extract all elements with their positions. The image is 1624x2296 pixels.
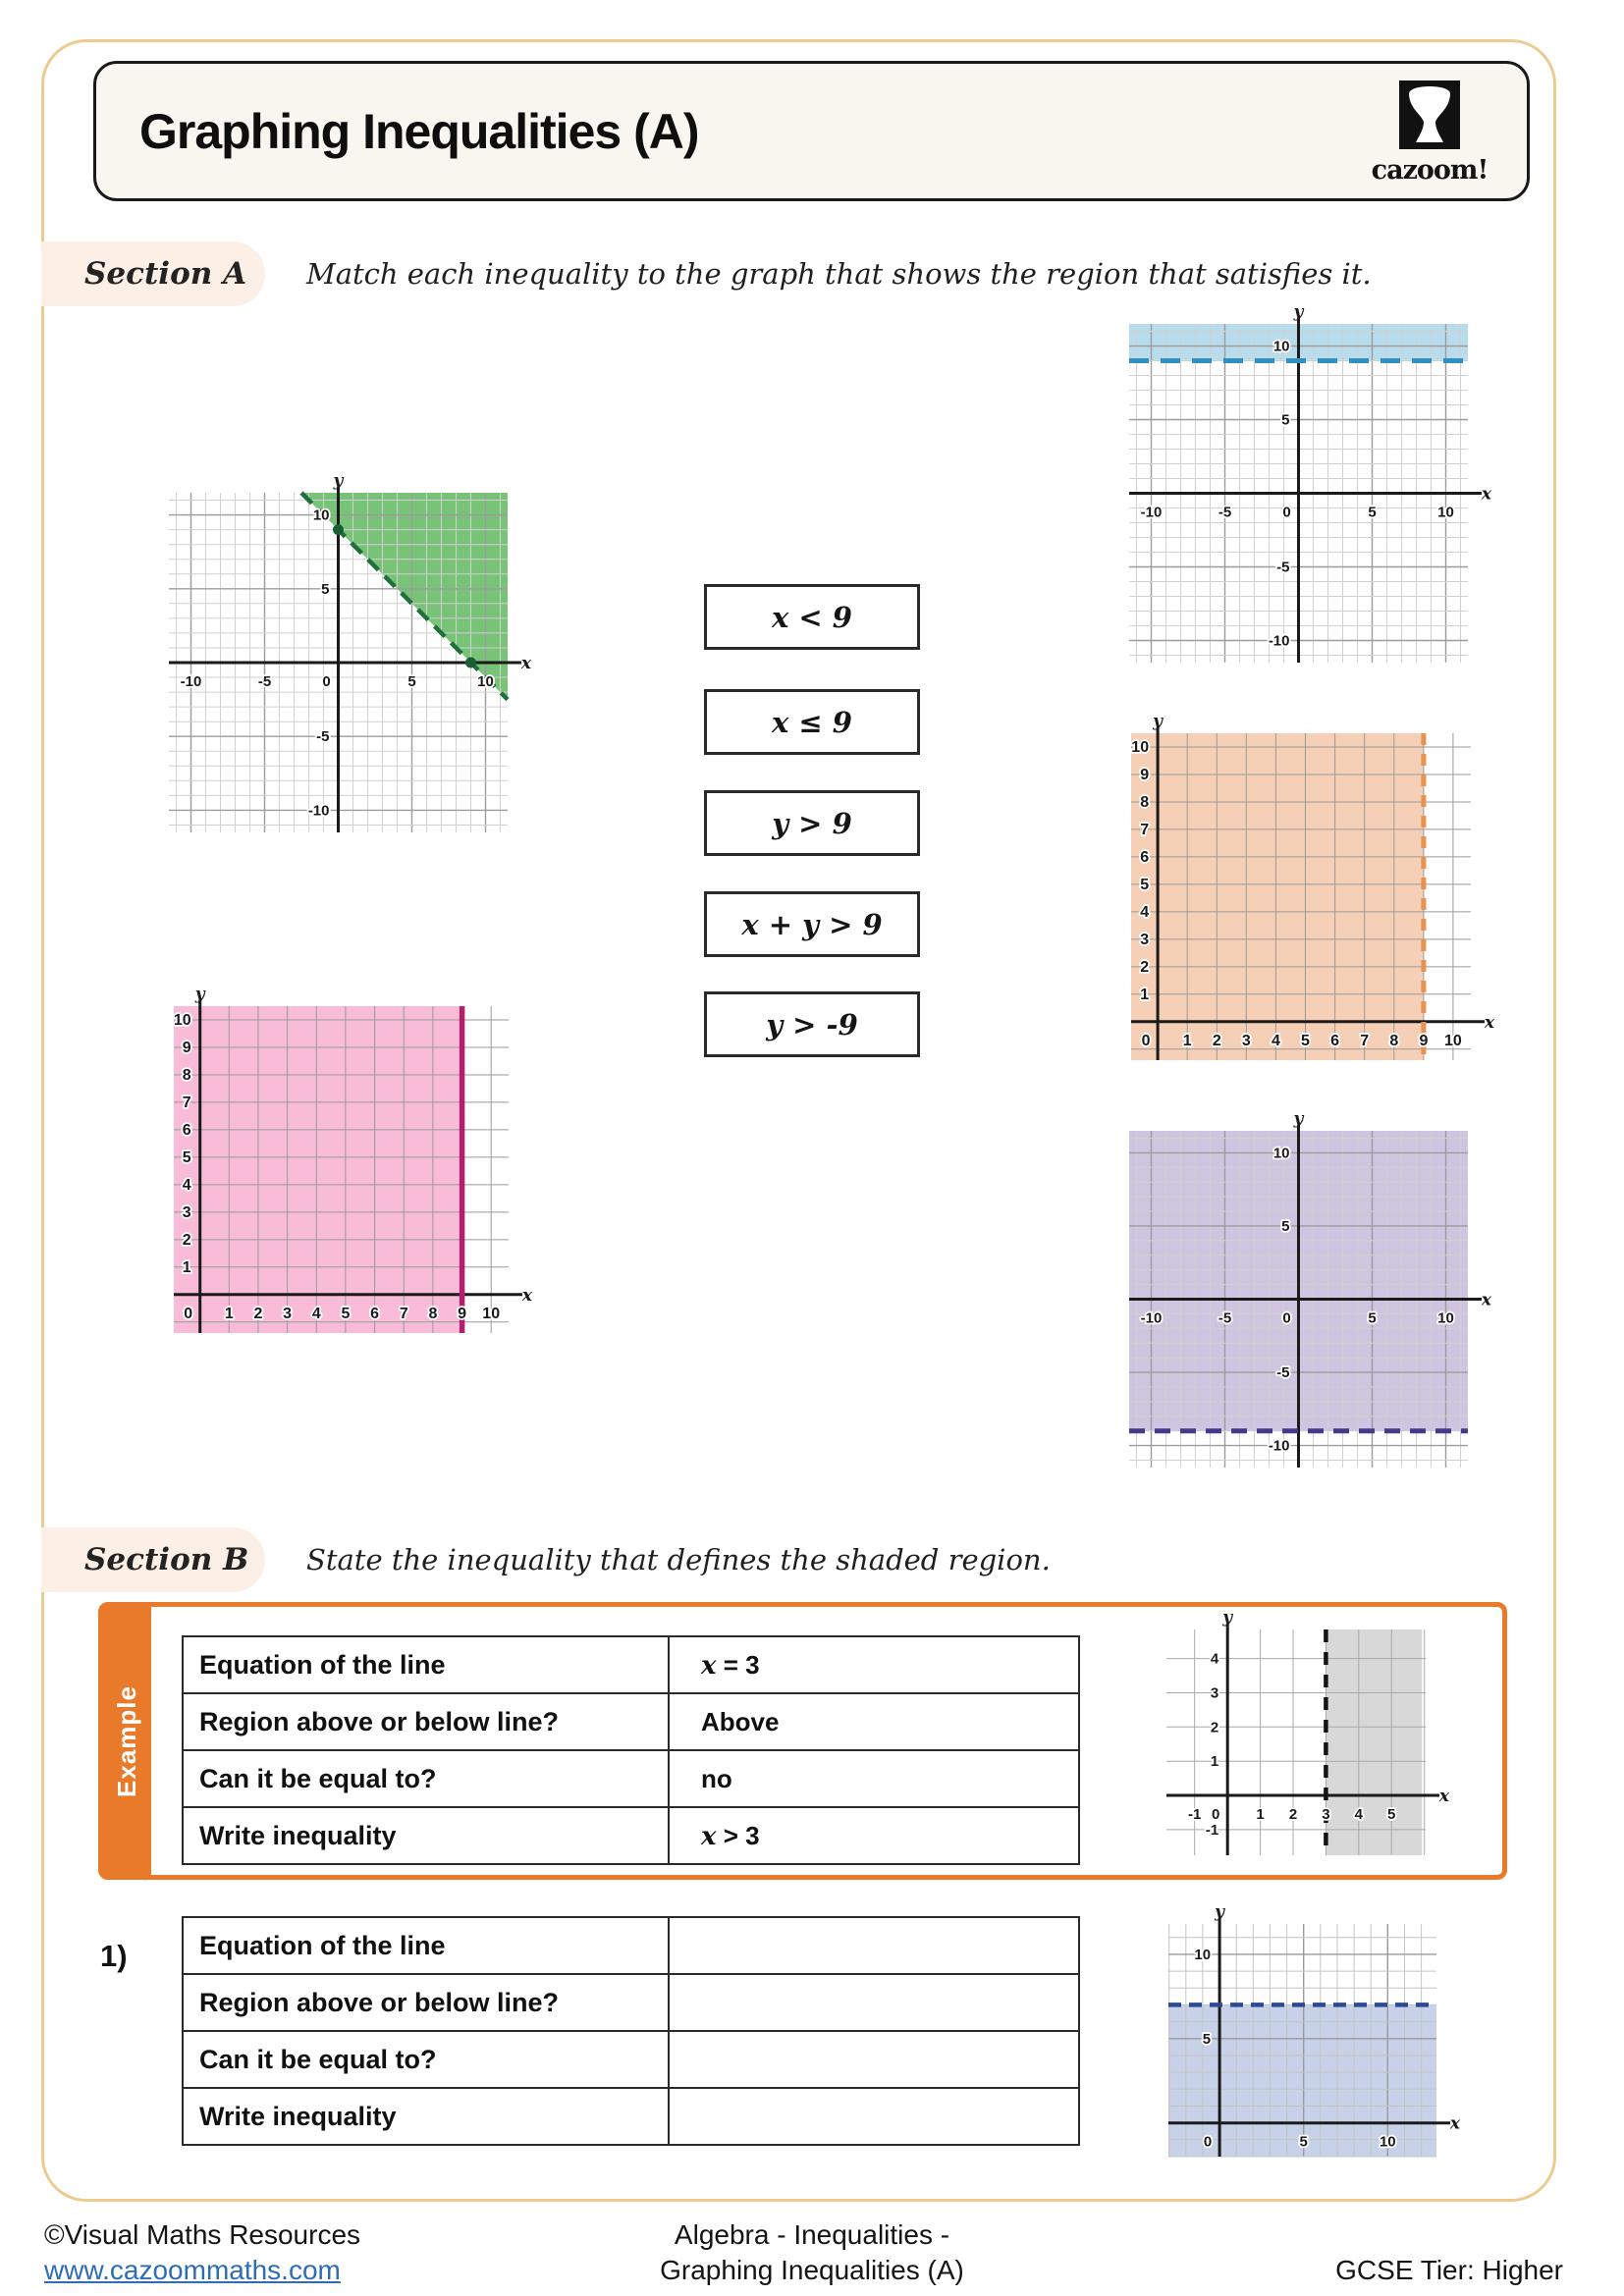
svg-text:0: 0 xyxy=(1212,1806,1220,1823)
table-row xyxy=(183,2088,1079,2145)
svg-text:x: x xyxy=(1481,484,1491,505)
svg-text:10: 10 xyxy=(173,1012,191,1029)
answer-cell-equal[interactable] xyxy=(669,2031,1079,2088)
table-row xyxy=(183,1917,1079,1974)
svg-text:5: 5 xyxy=(1281,1217,1290,1235)
svg-text:10: 10 xyxy=(1437,504,1454,521)
svg-text:2: 2 xyxy=(253,1305,263,1322)
answer-cell-inequality[interactable] xyxy=(669,2088,1079,2145)
svg-text:5: 5 xyxy=(182,1148,191,1166)
svg-text:y: y xyxy=(1215,1902,1225,1922)
row-label: Equation of the line xyxy=(199,1930,446,1960)
svg-text:10: 10 xyxy=(477,673,494,690)
page-title: Graphing Inequalities (A) xyxy=(139,103,699,159)
footer-website-link[interactable]: www.cazoommaths.com xyxy=(44,2255,341,2285)
svg-text:9: 9 xyxy=(182,1040,191,1056)
svg-text:7: 7 xyxy=(399,1305,408,1322)
svg-text:3: 3 xyxy=(1140,931,1150,948)
svg-text:6: 6 xyxy=(1330,1032,1340,1049)
svg-text:-1: -1 xyxy=(1205,1821,1219,1839)
table-row xyxy=(183,1693,1079,1750)
graph-region-x-plus-y-gt-9[interactable] xyxy=(169,473,533,832)
row-label: Write inequality xyxy=(199,2101,397,2131)
table-row xyxy=(183,1750,1079,1807)
svg-text:4: 4 xyxy=(182,1176,191,1194)
svg-text:1: 1 xyxy=(1256,1806,1265,1823)
svg-text:2: 2 xyxy=(1212,1032,1221,1049)
svg-text:6: 6 xyxy=(370,1305,380,1322)
table-row xyxy=(183,1974,1079,2031)
svg-text:y: y xyxy=(194,985,205,1004)
graph-region-x-lt-9[interactable] xyxy=(1131,714,1496,1060)
svg-text:-5: -5 xyxy=(1276,1364,1290,1382)
svg-text:3: 3 xyxy=(1322,1806,1330,1823)
section-a-instruction: Match each inequality to the graph that shows the region that satisfies it. xyxy=(306,257,1372,291)
svg-text:y: y xyxy=(1293,1109,1304,1129)
svg-text:-5: -5 xyxy=(316,728,330,746)
svg-text:1: 1 xyxy=(182,1258,191,1276)
svg-text:5: 5 xyxy=(1301,1032,1310,1049)
inequality-card-x-le-9[interactable]: x ≤ 9 xyxy=(704,689,920,755)
question-1-number: 1) xyxy=(100,1939,128,1973)
svg-text:4: 4 xyxy=(1271,1032,1280,1049)
svg-text:-5: -5 xyxy=(1218,504,1232,521)
graph-region-y-gt-neg9[interactable] xyxy=(1129,1111,1493,1468)
svg-text:0: 0 xyxy=(184,1305,193,1322)
svg-text:y: y xyxy=(1222,1608,1233,1628)
svg-text:5: 5 xyxy=(1368,1309,1377,1327)
inequality-card-y-gt-9[interactable]: y > 9 xyxy=(704,790,920,856)
svg-text:-10: -10 xyxy=(307,802,330,820)
svg-text:x: x xyxy=(1449,2113,1460,2134)
svg-text:x: x xyxy=(1484,1012,1494,1033)
svg-text:9: 9 xyxy=(1140,767,1150,783)
svg-text:9: 9 xyxy=(1419,1032,1429,1049)
graph-region-x-le-9[interactable] xyxy=(174,987,534,1333)
question-1-graph xyxy=(1168,1904,1462,2157)
svg-text:5: 5 xyxy=(1202,2030,1212,2048)
svg-text:-1: -1 xyxy=(1188,1806,1202,1823)
svg-text:6: 6 xyxy=(1140,848,1150,866)
svg-text:x: x xyxy=(521,1285,532,1306)
footer-copyright: ©Visual Maths Resources xyxy=(44,2219,361,2250)
svg-text:-10: -10 xyxy=(1140,504,1163,521)
example-tab: Example xyxy=(102,1606,151,1876)
svg-text:5: 5 xyxy=(1281,411,1290,429)
svg-text:9: 9 xyxy=(458,1305,467,1322)
row-label: Equation of the line xyxy=(199,1649,446,1680)
svg-text:-10: -10 xyxy=(1268,1437,1290,1455)
svg-text:x: x xyxy=(520,654,531,673)
svg-text:5: 5 xyxy=(321,580,330,598)
row-label: Can it be equal to? xyxy=(199,2044,437,2074)
svg-text:0: 0 xyxy=(322,673,331,690)
row-label: Write inequality xyxy=(199,1820,397,1850)
section-a-label: Section A xyxy=(41,241,265,306)
svg-text:7: 7 xyxy=(1360,1032,1370,1049)
svg-text:5: 5 xyxy=(1387,1806,1396,1823)
svg-text:3: 3 xyxy=(1241,1032,1251,1049)
svg-text:5: 5 xyxy=(1299,2133,1308,2151)
svg-text:1: 1 xyxy=(224,1305,234,1322)
svg-text:-10: -10 xyxy=(180,673,202,690)
example-graph xyxy=(1166,1610,1451,1855)
svg-text:10: 10 xyxy=(1437,1309,1454,1327)
header xyxy=(93,61,1530,201)
svg-text:2: 2 xyxy=(182,1231,191,1249)
svg-text:-5: -5 xyxy=(1218,1309,1232,1327)
graph-region-y-gt-9[interactable] xyxy=(1129,304,1493,663)
svg-text:5: 5 xyxy=(1140,876,1150,893)
row-label: Region above or below line? xyxy=(199,1706,560,1736)
svg-text:10: 10 xyxy=(312,507,330,524)
svg-text:5: 5 xyxy=(341,1305,351,1322)
svg-text:4: 4 xyxy=(1140,903,1150,921)
table-row xyxy=(183,2031,1079,2088)
svg-text:-10: -10 xyxy=(1140,1309,1163,1327)
svg-text:6: 6 xyxy=(182,1121,191,1139)
svg-text:1: 1 xyxy=(1210,1753,1219,1771)
svg-text:3: 3 xyxy=(283,1305,293,1322)
svg-text:10: 10 xyxy=(482,1305,501,1322)
svg-text:10: 10 xyxy=(1379,2133,1396,2151)
svg-text:4: 4 xyxy=(1210,1650,1219,1668)
svg-text:5: 5 xyxy=(407,673,416,690)
example-value-equation: x = 3 xyxy=(701,1649,760,1681)
svg-text:2: 2 xyxy=(1210,1719,1219,1736)
example-value-region: Above xyxy=(701,1706,780,1736)
example-value-inequality: x > 3 xyxy=(701,1820,760,1851)
svg-text:5: 5 xyxy=(1368,504,1377,521)
svg-text:0: 0 xyxy=(1203,2133,1213,2151)
svg-text:4: 4 xyxy=(311,1305,321,1322)
footer-topic-line1: Algebra - Inequalities - xyxy=(674,2219,950,2250)
svg-text:-10: -10 xyxy=(1268,632,1290,650)
svg-text:y: y xyxy=(1153,712,1164,731)
table-row xyxy=(183,1807,1079,1864)
svg-text:y: y xyxy=(1293,302,1304,322)
svg-text:-5: -5 xyxy=(257,673,272,690)
example-table xyxy=(182,1635,1080,1865)
svg-text:8: 8 xyxy=(428,1305,438,1322)
svg-text:-5: -5 xyxy=(1276,559,1290,576)
cazoom-logo xyxy=(1366,80,1493,186)
svg-text:2: 2 xyxy=(1140,958,1150,976)
svg-text:8: 8 xyxy=(182,1067,191,1084)
svg-text:8: 8 xyxy=(1140,794,1150,811)
svg-text:0: 0 xyxy=(1282,1309,1291,1327)
svg-text:4: 4 xyxy=(1354,1806,1363,1823)
svg-text:2: 2 xyxy=(1288,1806,1298,1823)
svg-text:7: 7 xyxy=(1140,821,1150,838)
svg-text:x: x xyxy=(1481,1290,1491,1310)
svg-text:10: 10 xyxy=(1444,1032,1462,1049)
svg-text:8: 8 xyxy=(1389,1032,1399,1049)
svg-text:3: 3 xyxy=(1210,1684,1219,1702)
section-b-label: Section B xyxy=(41,1527,265,1592)
row-label: Region above or below line? xyxy=(199,1987,560,2017)
svg-text:10: 10 xyxy=(1272,338,1290,355)
answer-cell-equation[interactable] xyxy=(669,1917,1079,1974)
svg-text:y: y xyxy=(333,471,344,491)
svg-text:7: 7 xyxy=(182,1094,191,1111)
svg-text:10: 10 xyxy=(1272,1145,1290,1162)
drum-icon xyxy=(1399,80,1460,154)
row-label: Can it be equal to? xyxy=(199,1763,437,1793)
inequality-card-x-lt-9[interactable]: x < 9 xyxy=(704,584,920,650)
footer-tier: GCSE Tier: Higher xyxy=(1335,2255,1563,2285)
example-value-equal: no xyxy=(701,1763,732,1793)
svg-text:10: 10 xyxy=(1194,1946,1212,1963)
answer-cell-region[interactable] xyxy=(669,1974,1079,2031)
inequality-card-x-plus-y-gt-9[interactable]: x + y > 9 xyxy=(704,891,920,957)
svg-text:0: 0 xyxy=(1282,504,1291,521)
svg-text:1: 1 xyxy=(1182,1032,1192,1049)
question-1-table xyxy=(182,1916,1080,2146)
table-row xyxy=(183,1636,1079,1693)
footer-topic-line2: Graphing Inequalities (A) xyxy=(660,2255,964,2285)
svg-text:0: 0 xyxy=(1141,1032,1151,1049)
svg-text:3: 3 xyxy=(182,1203,191,1221)
inequality-card-y-gt-neg9[interactable]: y > -9 xyxy=(704,991,920,1057)
section-b-instruction: State the inequality that defines the shaded region. xyxy=(306,1543,1051,1576)
svg-text:10: 10 xyxy=(1131,739,1150,756)
svg-text:x: x xyxy=(1438,1787,1449,1806)
logo-text: cazoom! xyxy=(1371,155,1489,186)
svg-text:1: 1 xyxy=(1140,986,1150,1003)
